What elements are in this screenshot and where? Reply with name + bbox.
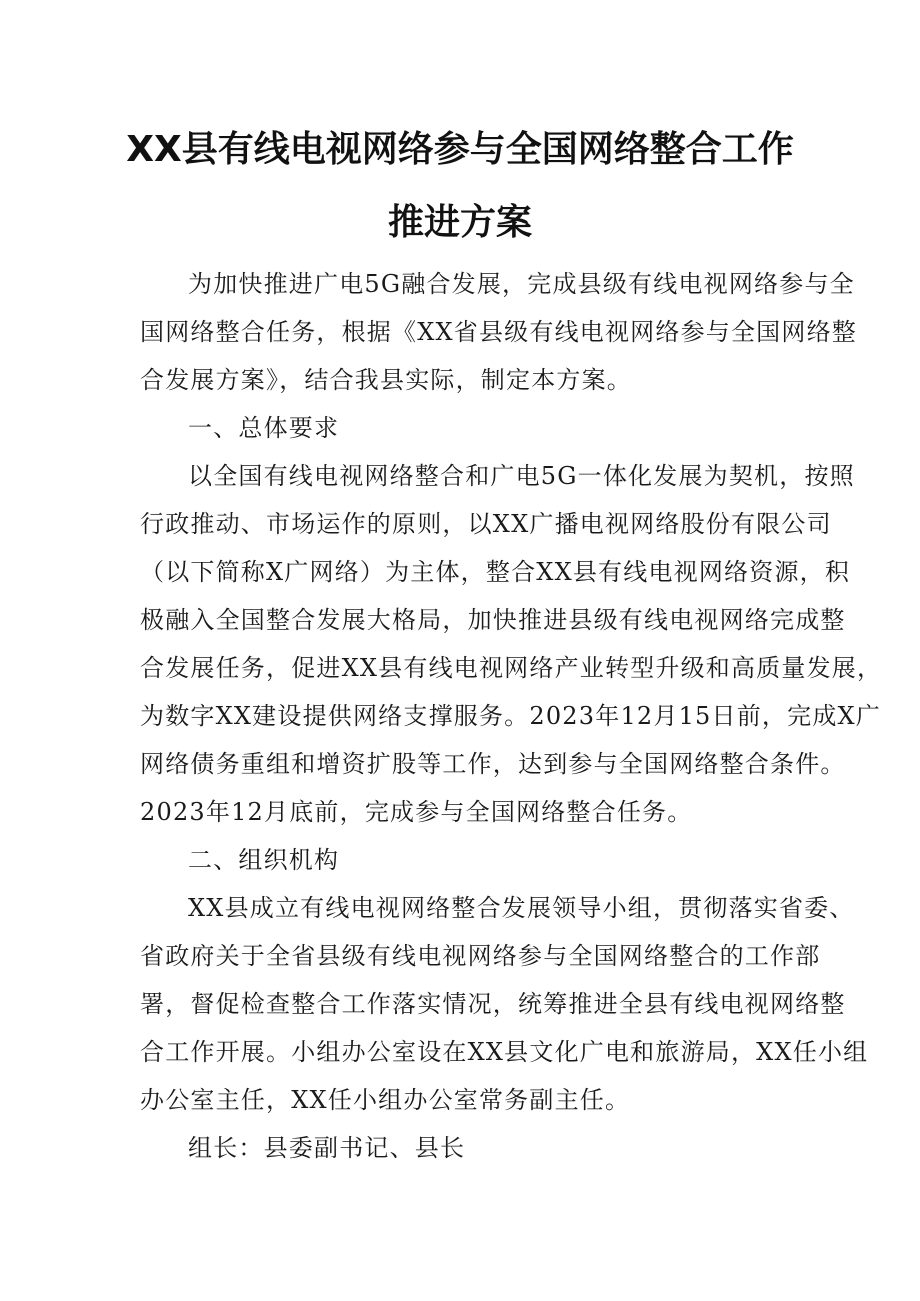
section1-line: （以下简称X广网络）为主体，整合XX县有线电视网络资源，积 bbox=[140, 558, 851, 586]
document-title-line-1: XX县有线电视网络参与全国网络整合工作 bbox=[126, 129, 794, 170]
section1-line: 以全国有线电视网络整合和广电5G一体化发展为契机，按照 bbox=[188, 462, 855, 490]
section1-line: 2023年12月底前，完成参与全国网络整合任务。 bbox=[140, 798, 693, 826]
section2-line: XX县成立有线电视网络整合发展领导小组，贯彻落实省委、 bbox=[188, 894, 855, 922]
section2-line: 合工作开展。小组办公室设在XX县文化广电和旅游局，XX任小组 bbox=[140, 1038, 869, 1066]
section-heading-general-requirements: 一、总体要求 bbox=[188, 414, 340, 442]
section1-line: 行政推动、市场运作的原则，以XX广播电视网络股份有限公司 bbox=[140, 510, 832, 538]
intro-line: 合发展方案》，结合我县实际，制定本方案。 bbox=[140, 366, 632, 394]
intro-line: 为加快推进广电5G融合发展，完成县级有线电视网络参与全 bbox=[188, 270, 855, 298]
section2-line: 办公室主任，XX任小组办公室常务副主任。 bbox=[140, 1086, 631, 1114]
section1-line: 极融入全国整合发展大格局，加快推进县级有线电视网络完成整 bbox=[140, 606, 846, 634]
section-heading-organization: 二、组织机构 bbox=[188, 846, 340, 874]
section2-line: 省政府关于全省县级有线电视网络参与全国网络整合的工作部 bbox=[140, 942, 821, 970]
leader-line: 组长：县委副书记、县长 bbox=[188, 1134, 466, 1162]
section2-line: 署，督促检查整合工作落实情况，统筹推进全县有线电视网络整 bbox=[140, 990, 846, 1018]
intro-line: 国网络整合任务，根据《XX省县级有线电视网络参与全国网络整 bbox=[140, 318, 857, 346]
document-title-line-2: 推进方案 bbox=[387, 202, 532, 243]
section1-line: 为数字XX建设提供网络支撑服务。2023年12月15日前，完成X广 bbox=[140, 702, 882, 730]
section1-line: 网络债务重组和增资扩股等工作，达到参与全国网络整合条件。 bbox=[140, 750, 846, 778]
section1-line: 合发展任务，促进XX县有线电视网络产业转型升级和高质量发展， bbox=[140, 654, 883, 682]
document-body bbox=[140, 260, 883, 1172]
